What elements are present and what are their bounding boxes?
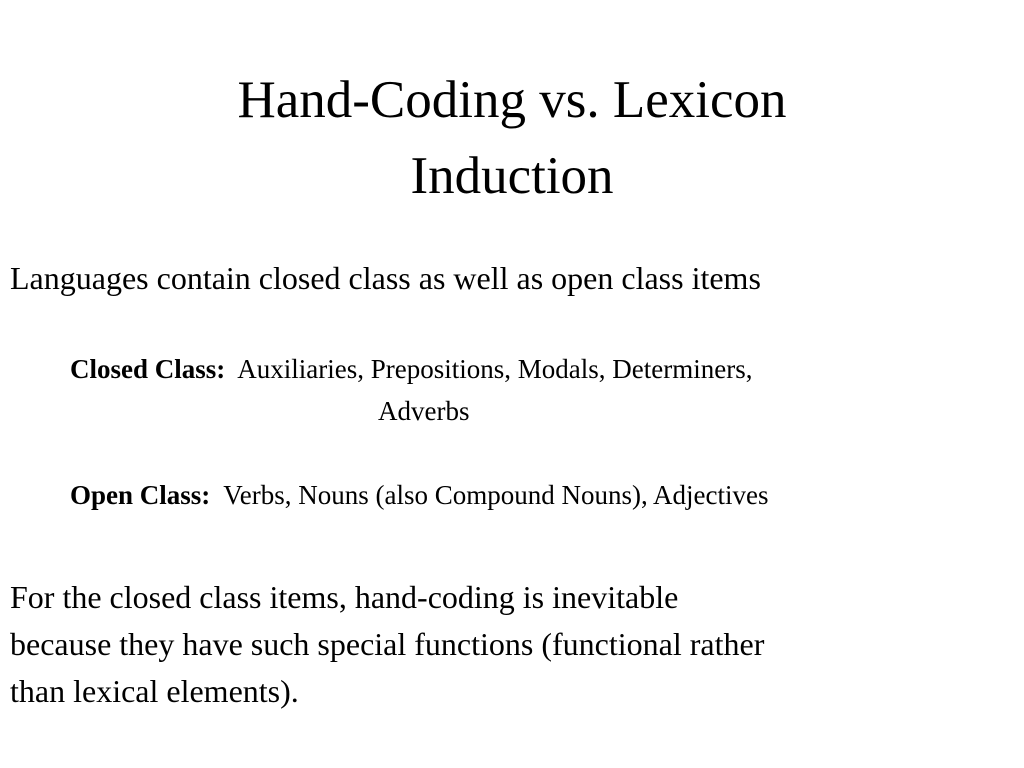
slide-title	[0, 62, 1024, 214]
conclusion-text	[10, 574, 970, 715]
conclusion-line-2: because they have such special functions (functional rather	[10, 626, 765, 662]
intro-text: Languages contain closed class as well as open class items	[10, 260, 761, 296]
closed-class-line	[70, 348, 752, 390]
conclusion-line-1: For the closed class items, hand-coding is inevitable	[10, 579, 679, 615]
conclusion-line-3: than lexical elements).	[10, 673, 299, 709]
closed-class-items-continued: Adverbs	[378, 396, 470, 426]
slide-title-line-2: Induction	[410, 147, 614, 205]
open-class-row	[70, 474, 769, 516]
open-class-items: Verbs, Nouns (also Compound Nouns), Adjectives	[223, 480, 769, 510]
closed-class-label: Closed Class:	[70, 354, 226, 384]
closed-class-row	[70, 348, 752, 432]
slide-title-line-1: Hand-Coding vs. Lexicon	[237, 71, 787, 129]
open-class-label: Open Class:	[70, 480, 211, 510]
closed-class-items: Auxiliaries, Prepositions, Modals, Determiners,	[237, 354, 753, 384]
